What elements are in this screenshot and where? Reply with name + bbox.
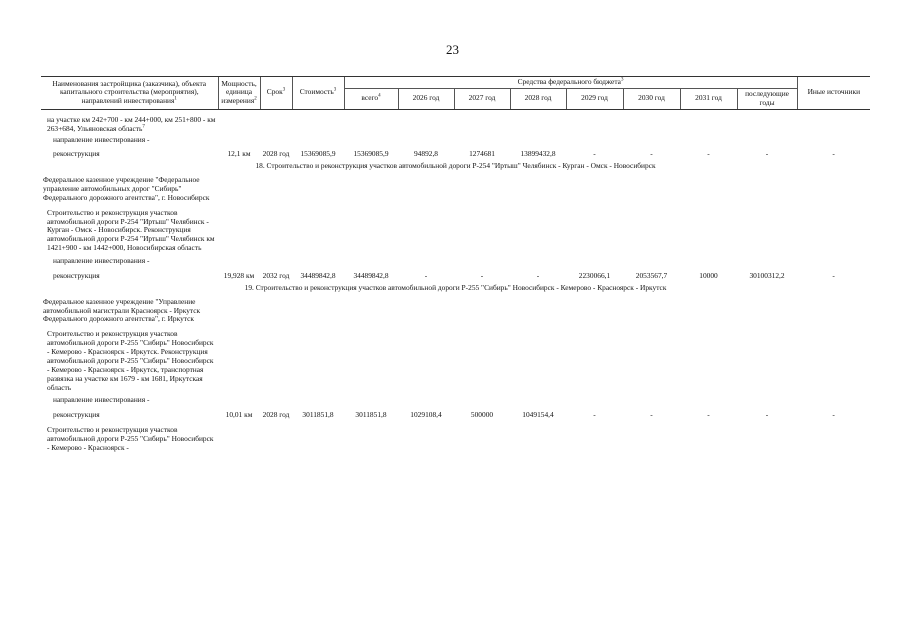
cell-cost: 34489842,8 — [300, 270, 336, 280]
cell-2031: - — [707, 149, 710, 159]
header-2029: 2029 год — [566, 88, 623, 109]
row-name: Федеральное казенное учреждение "Управление автомобильной магистрали Красноярск - Иркутск Федерального дорожного агентства", г. Иркутск — [43, 296, 201, 324]
cell-total: 3011851,8 — [355, 410, 387, 420]
cell-2026: 94892,8 — [413, 149, 439, 159]
cell-2030: 2053567,7 — [635, 270, 668, 280]
header-cost: Стоимость$^3$ — [292, 77, 344, 110]
table-row — [41, 209, 870, 253]
cell-capacity: 19,928 км — [223, 270, 255, 280]
row-name: направление инвестирования - — [53, 256, 150, 265]
row-name: Строительство и реконструкция участков автомобильной дороги Р-255 "Сибирь" Новосибирск - Кемерово - Красноярск - — [47, 425, 214, 452]
header-2028: 2028 год — [510, 88, 566, 109]
header-federal-budget: Средства федерального бюджета$^3$ — [344, 77, 797, 89]
cell-2028: 13899432,8 — [520, 149, 556, 159]
header-2026: 2026 год — [398, 88, 454, 109]
header-total: всего$^4$ — [344, 88, 398, 109]
page-number: 23 — [446, 42, 459, 57]
table-row — [41, 272, 870, 281]
section-title: 19. Строительство и реконструкция участков автомобильной дороги Р-255 "Сибирь" Новосибирск - Кемерово - Красноярск - Иркутск — [244, 282, 667, 292]
table-header — [41, 77, 870, 110]
cell-total: 15369085,9 — [353, 149, 389, 159]
cell-2029: 2230066,1 — [578, 270, 611, 280]
cell-2030: - — [650, 410, 653, 420]
table-row — [41, 133, 870, 150]
budget-table — [41, 76, 870, 453]
table-row — [41, 330, 870, 392]
table-row — [41, 116, 870, 134]
cell-2028: - — [536, 270, 540, 280]
table-row — [41, 150, 870, 159]
table-row — [41, 392, 870, 411]
row-name: Федеральное казенное учреждение "Федеральное управление автомобильных дорог "Сибирь" Федерального дорожного агентства", г. Новосибирск — [43, 175, 210, 202]
cell-following: 30100312,2 — [749, 270, 785, 280]
table-row — [41, 426, 870, 453]
cell-other: - — [832, 410, 835, 420]
cell-2031: - — [707, 410, 710, 420]
cell-following: - — [765, 149, 769, 159]
cell-cost: 15369085,9 — [300, 149, 336, 159]
cell-2029: - — [593, 149, 596, 159]
header-other-sources: Иные источники — [797, 77, 870, 110]
table-row — [41, 253, 870, 272]
cell-2026: - — [424, 270, 428, 280]
header-capacity: Мощность, единица измерения$^2$ — [218, 77, 260, 110]
cell-2026: 1029108,4 — [410, 410, 442, 420]
cell-2027: 500000 — [470, 410, 494, 420]
cell-capacity: 10,01 км — [225, 410, 253, 420]
row-name: Строительство и реконструкция участков автомобильной дороги Р-254 "Иртыш" Челябинск - Курган - Омск - Новосибирск. Реконструкция автомобильной дороги Р-254 "Иртыш" Челябинск км 1421+900 - км 1442+000, Новосибирская область — [47, 207, 215, 253]
cell-other: - — [832, 270, 835, 280]
section-title: 18. Строительство и реконструкция участков автомобильной дороги Р-254 "Иртыш" Челябинск - Курган - Омск - Новосибирск — [255, 161, 656, 171]
cell-2027: - — [480, 270, 484, 280]
row-name: на участке км 242+700 - км 244+000, км 251+800 - км 263+684, Ульяновская область$^7$ — [47, 114, 216, 133]
cell-2029: - — [593, 410, 596, 420]
cell-term: 2028 год — [262, 410, 290, 420]
table-row — [41, 176, 870, 209]
header-2031: 2031 год — [680, 88, 737, 109]
header-following-years: последующие годы — [737, 88, 797, 109]
table-row — [41, 411, 870, 420]
row-name: реконструкция — [53, 410, 100, 420]
header-2027: 2027 год — [454, 88, 510, 109]
cell-2031: 10000 — [699, 270, 718, 280]
row-name: реконструкция — [53, 270, 100, 280]
cell-other: - — [832, 149, 835, 159]
row-name: реконструкция — [53, 149, 100, 159]
section-row — [41, 281, 870, 298]
row-name: Строительство и реконструкция участков автомобильной дороги Р-255 "Сибирь" Новосибирск - Кемерово - Красноярск - Иркутск. Реконструкция автомобильной дороги Р-255 "Сибирь" Новосибирск - Кемерово - Красноярск - Иркутск, транспортная развязка на участке км 1679 - км 1681, Иркутская область — [47, 329, 214, 392]
header-name: Наименования застройщика (заказчика), объекта капитального строительства (мероприятия), направлений инвестирования$^1$ — [41, 77, 218, 110]
cell-2030: - — [650, 149, 653, 159]
cell-following: - — [765, 410, 769, 420]
cell-2028: 1049154,4 — [522, 410, 554, 420]
cell-total: 34489842,8 — [353, 270, 389, 280]
row-name: направление инвестирования - — [53, 135, 150, 145]
header-term: Срок$^3$ — [260, 77, 292, 110]
cell-term: 2028 год — [262, 149, 290, 159]
header-2030: 2030 год — [623, 88, 680, 109]
cell-capacity: 12,1 км — [227, 149, 251, 159]
cell-cost: 3011851,8 — [302, 410, 334, 420]
section-row — [41, 159, 870, 176]
table-row — [41, 298, 870, 331]
cell-2027: 1274681 — [469, 149, 495, 159]
cell-term: 2032 год — [262, 270, 290, 280]
row-name: направление инвестирования - — [53, 395, 150, 405]
